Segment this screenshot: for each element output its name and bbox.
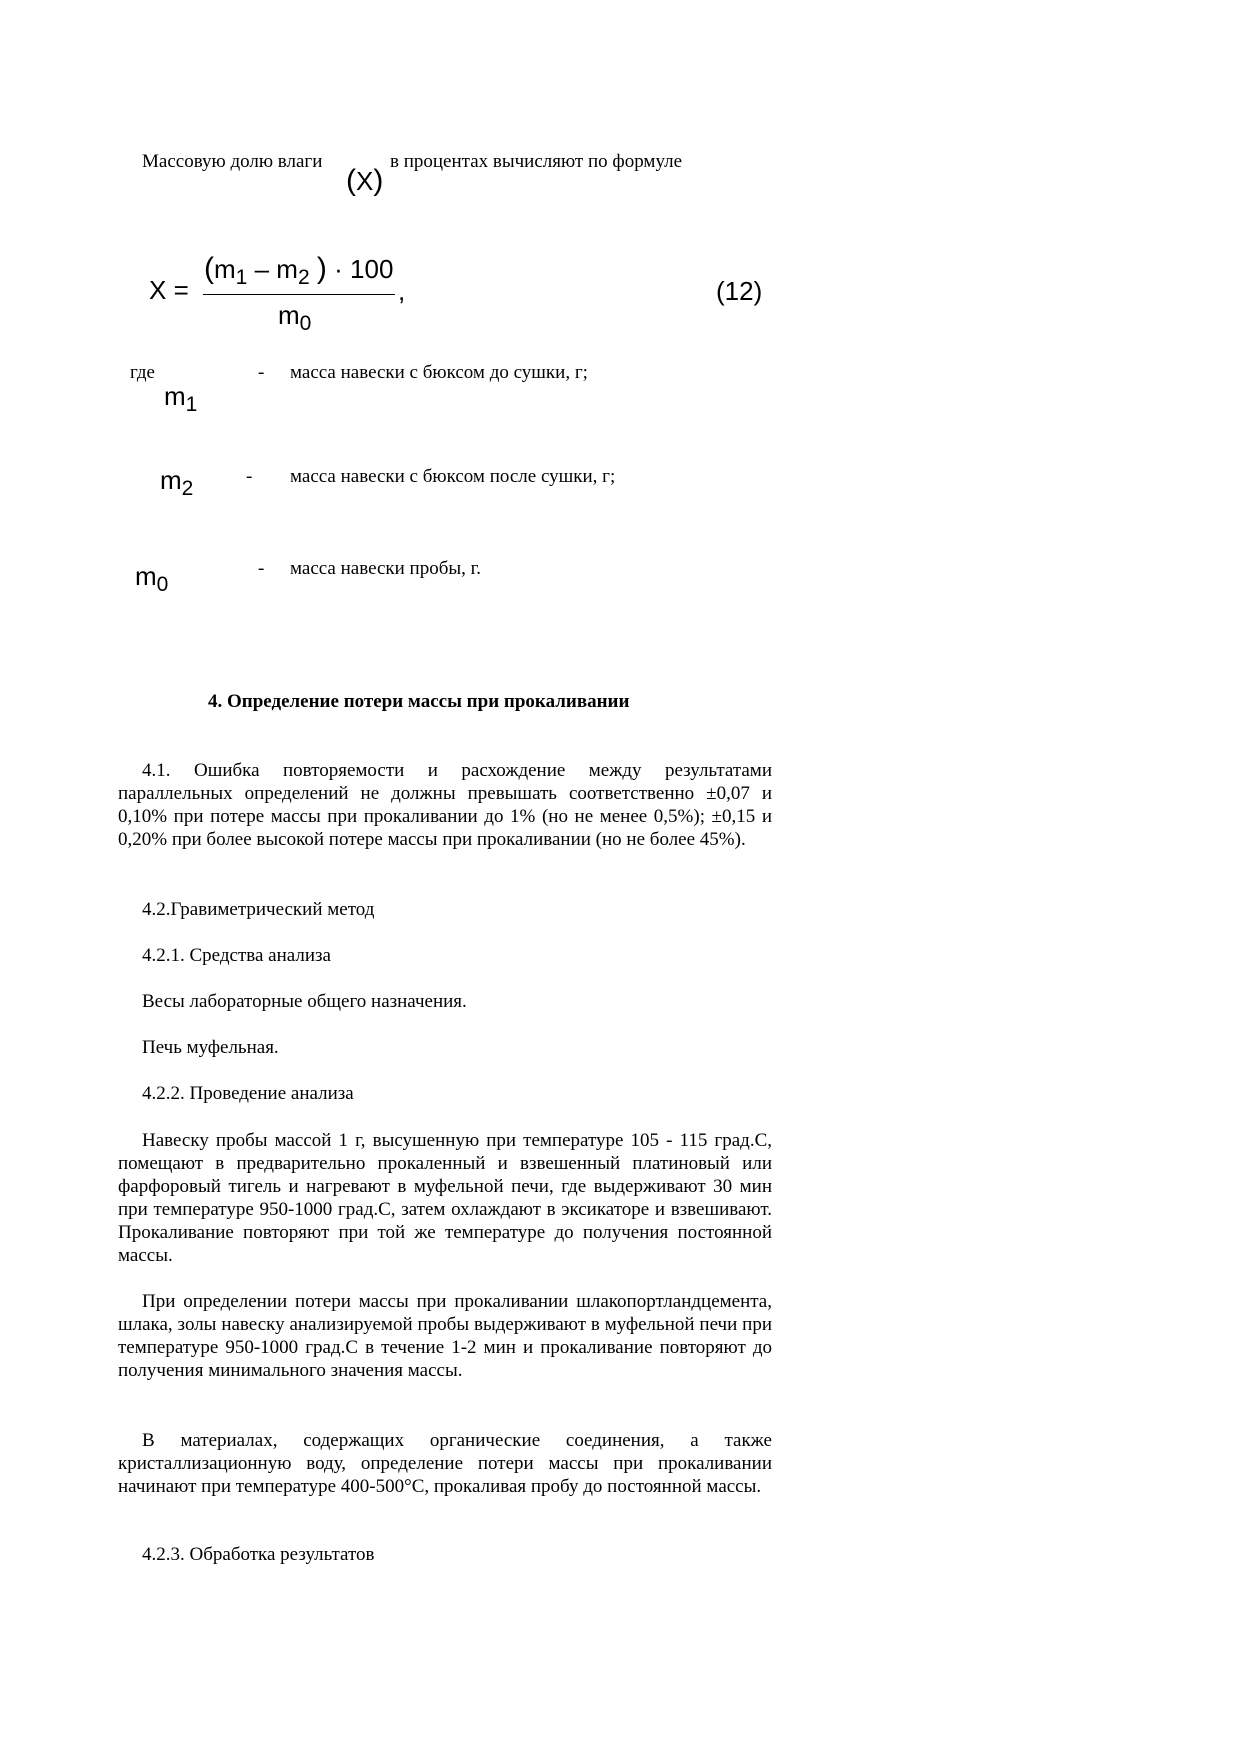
subheading-4-2: 4.2.Гравиметрический метод: [142, 899, 375, 920]
formula-numerator: ($m_1 - m_2$ ) · 100: [204, 252, 394, 289]
dash: -: [246, 466, 253, 487]
fraction-bar: [203, 294, 395, 295]
subheading-4-2-2: 4.2.2. Проведение анализа: [142, 1083, 354, 1104]
paragraph-4-1: 4.1. Ошибка повторяемости и расхождение между результатами параллельных определений не должны превышать соответственно ±0,07 и 0,10% при потере массы при прокаливании до 1% (но не менее 0,5%); ±0,15 и 0,20% при более высокой потере массы при прокаливании (но не более 45%).: [118, 760, 772, 850]
definition-text: масса навески пробы, г.: [290, 558, 482, 579]
paragraph-procedure: Навеску пробы массой 1 г, высушенную при температуре 105 - 115 град.С, помещают в предварительно прокаленный и взвешенный платиновый или фарфоровый тигель и нагревают в муфельной печи, где выдерживают 30 мин при температуре 950-1000 град.С, затем охлаждают в эксикаторе и взвешивают. Прокаливание повторяют при той же температуре до получения постоянной массы.: [118, 1130, 772, 1266]
symbol-m0: $m_0$: [135, 561, 169, 596]
intro-text-after: в процентах вычисляют по формуле: [390, 151, 683, 172]
definition-text: масса навески с бюксом после сушки, г;: [290, 466, 616, 487]
formula-lhs: X =: [149, 275, 189, 305]
dash: -: [258, 362, 265, 383]
where-label: где: [130, 362, 155, 383]
intro-text-before: Массовую долю влаги: [142, 151, 323, 172]
section-heading: 4. Определение потери массы при прокаливании: [208, 691, 630, 712]
subheading-4-2-3: 4.2.3. Обработка результатов: [142, 1544, 375, 1565]
definition-text: масса навески с бюксом до сушки, г;: [290, 362, 588, 383]
symbol-m1: $m_1$: [164, 381, 198, 416]
intro-symbol-x: (X): [346, 164, 384, 197]
subheading-4-2-1: 4.2.1. Средства анализа: [142, 945, 331, 966]
formula-denominator: $m_0$: [278, 300, 312, 335]
symbol-m2: $m_2$: [160, 465, 194, 500]
paragraph-slag: При определении потери массы при прокаливании шлакопортландцемента, шлака, золы навеску анализируемой пробы выдерживают в муфельной печи при температуре 950-1000 град.С в течение 1-2 мин и прокаливание повторяют до получения минимального значения массы.: [118, 1291, 772, 1381]
formula-number: (12): [716, 276, 763, 306]
equipment-scales: Весы лабораторные общего назначения.: [142, 991, 467, 1012]
formula-comma: ,: [398, 276, 406, 306]
dash: -: [258, 558, 265, 579]
paragraph-organic: В материалах, содержащих органические соединения, а также кристаллизационную воду, определение потери массы при прокаливании начинают при температуре 400-500°С, прокаливая пробу до постоянной массы.: [118, 1430, 772, 1497]
equipment-furnace: Печь муфельная.: [142, 1037, 279, 1058]
